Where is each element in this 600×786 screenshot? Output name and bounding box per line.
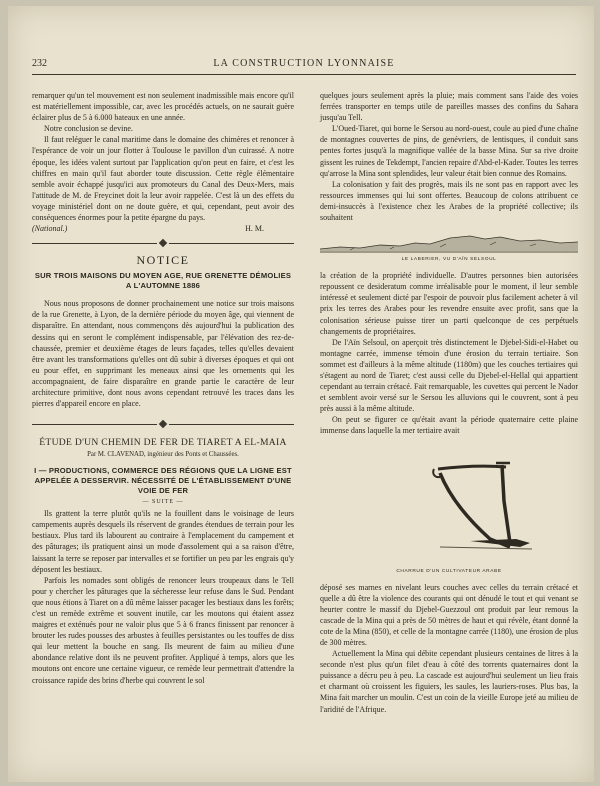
paragraph: Notre conclusion se devine. <box>44 124 133 134</box>
paragraph: Parfois les nomades sont obligés de renoncer leurs troupeaux dans le Tell pour y chercher les pâturages que la sécheresse leur refuse dans le Sud. Pendant que nous étions à Tiaret on a dû même laisser pacager les bestiaux dans les forêts; c'est un remède extrême et souvent inutile, car les moutons qui étaient assez maigres et exténués pour ne valoir plus que 5 à 6 francs finissent par renoncer à brouter les rudes pousses des arbustes à feuilles persistantes ou les touffes de diss qui leur mettent la bouche en sang. Ils meurent de faim au milieu d'une abondance relative dont ils ne peuvent profiter. Appliqué à temps, alors que les moutons ont encore une certaine vigueur, ce remède leur permettrait d'attendre la croissance rapide des brins d'herbe qui couvrent le sol <box>32 575 294 685</box>
notice-subtitle: SUR TROIS MAISONS DU MOYEN AGE, RUE GRENETTE DÉMOLIES A L'AUTOMNE 1886 <box>34 271 292 291</box>
paragraph: Actuellement la Mina qui débite cependant plusieurs centaines de litres à la seconde n'est plus qu'un filet d'eau à côté des torrents quaternaires dont la puissance a décru peu à peu. La cascade est aujourd'hui seulement un lieu frais et charmant où croissent les figuiers, les saules, les lauriers-roses. Plus bas, la Mina fait marcher un moulin. C'est un coin de la vieille Europe jeté au milieu de l'aridité de l'Afrique. <box>320 649 578 714</box>
article-signature <box>32 223 294 234</box>
header-rule <box>32 74 576 75</box>
paragraph: De l'Aïn Selsoul, on aperçoit très distinctement le Djebel-Sidi-el-Habet ou montagne carrée, immense témoin d'une érosion du terrain tertiaire. Son sommet est d'ailleurs à la même altitude (1180m) que les couches tertiaires qui s'étagent au nord de Tiaret; c'est aussi celle du Djebel-el-Hellal qui appartient cependant au terrain crétacé. Fait remarquable, les cuvettes qui percent le Nador et semblent avoir versé sur le Sersou les alluvions qui le couvrent, sont à peu près aussi à la même altitude. <box>320 337 578 414</box>
paragraph: La colonisation y fait des progrès, mais ils ne sont pas en rapport avec les ressources immenses qui lui sont offertes. Beaucoup de colons attribuent ce demi-insuccès à l'existence chez les Arabes de la propriété collective; ils souhaitent <box>320 179 578 223</box>
section-divider <box>32 240 294 246</box>
newspaper-page <box>8 6 594 782</box>
page-header <box>32 58 576 72</box>
page-number: 232 <box>32 58 47 69</box>
figure-caption: CHARRUE D'UN CULTIVATEUR ARABE <box>396 568 502 574</box>
paragraph: la création de la propriété individuelle. D'autres personnes bien autorisées repoussent ce desideratum comme irréalisable pour le moment, il leur semble intéressé et seulement dicté par l'espoir de pouvoir plus facilement acheter à vil prix les terres des Arabes pour les revendre ensuite avec profit, sans que la colonisation sérieuse puisse tirer un parti quelconque de ces perpétuels changements de propriétaires. <box>320 271 578 336</box>
diamond-ornament-icon <box>159 420 167 428</box>
signature-source: (National.) <box>32 224 68 234</box>
paragraph: On peut se figurer ce qu'était avant la période quaternaire cette plaine immense dans laquelle la mer tertiaire avait <box>320 415 578 436</box>
notice-title: NOTICE <box>136 253 190 268</box>
paragraph: Il faut reléguer le canal maritime dans le domaine des chimères et renoncer à l'espérance de voir un jour flotter à Toulouse le pavillon d'un cuirassé. A notre époque, les idées valent surtout par l'application qu'on peut en faire, et c'est les chiffres en main qu'il faut aborder toute discussion. Cette règle élémentaire semble avoir échappé jusqu'ici aux promoteurs du Canal des Deux-Mers, mais l'attitude de M. de Freycinet doit la leur avoir rappelée. C'est là un des effets du voyage ministériel dont on ne doute guère, et qui, cependant, peut avoir des conséquences énormes pour la petite épargne du pays. <box>32 135 294 223</box>
paragraph: quelques jours seulement après la pluie; mais comment sans l'aide des voies ferrées transporter en temps utile de pareilles masses des confins du Sahara jusqu'au Tell. <box>320 91 578 123</box>
plow-illustration <box>320 443 578 569</box>
signature-initials: H. M. <box>245 224 264 234</box>
paragraph: L'Oued-Tiaret, qui borne le Sersou au nord-ouest, coule au pied d'une chaîne de montagnes couvertes de pins, de genévriers, de lentisques, il conduit sans pentes fortes jusqu'à la magnifique vallée de la basse Mina. Sur sa rive droite gissent les ruines de Tekdempt, l'ancien repaire d'Abd-el-Kader. Toutes les terres qu'arrose la Mina sont splendides, leur valeur était bien connue des Romains. <box>320 124 578 178</box>
figure-caption: LE LABERIER, VU D'AÏN SELSOUL <box>401 257 497 263</box>
diamond-ornament-icon <box>159 239 167 247</box>
study-author: Par M. CLAVENAD, ingénieur des Ponts et Chaussées. <box>87 451 239 459</box>
left-column <box>32 90 294 686</box>
running-title: LA CONSTRUCTION LYONNAISE <box>213 58 395 69</box>
arab-plow-icon <box>320 443 578 569</box>
paragraph: Ils grattent la terre plutôt qu'ils ne la fouillent dans le voisinage de leurs campements auprès desquels ils réservent de grandes étendues de terrain pour les bestiaux. Plus tard ils labourent au contraire à l'emplacement du campement et des pâturages; ils pratiquent ainsi un mode d'assolement qui a sa raison d'être, laissant la terre se reposer par intervalles et se fortifier un peu par les engrais qu'y déposent les bestiaux. <box>32 509 294 574</box>
mountain-landscape-icon <box>320 227 578 257</box>
landscape-illustration <box>320 227 578 257</box>
right-column <box>320 90 578 715</box>
paragraph: déposé ses marnes en nivelant leurs couches avec celles du terrain crétacé et quelle a dû être la violence des courants qui ont dénudé le tout et qui venant se heurter contre le massif du Djebel-Guezzoul ont produit par leur remous la cascade de la Mina qui a près de 50 mètres de haut et qui révèle, étant donné la cote de la Mina (850), et celle de la montagne carrée (1180), une érosion de plus de 300 mètres. <box>320 582 578 647</box>
notice-body: Nous nous proposons de donner prochainement une notice sur trois maisons de la rue Grenette, à Lyon, de la dernière période du moyen âge, qui viennent de disparaître. En attendant, nous commençons dès aujourd'hui la publication des dessins qui en seront le complément indispensable, par l'élévation des rez-de-chaussée, premier et deuxième étages de leurs façades, telles qu'elles devaient être avant les transformations qu'elles ont dû subir à diverses époques et qui ont eu pour effet, en supprimant les meneaux ainsi que les ornements qui les accompagnaient, de faire disparaître en grande partie le caractère de leur architecture primitive, dont nous avons cependant retrouvé les traces dans les pierres d'appareil encore en place. <box>32 299 294 409</box>
suite-marker: — SUITE — <box>142 499 184 506</box>
section-divider <box>32 421 294 427</box>
paragraph: remarquer qu'un tel mouvement est non seulement inadmissible mais encore qu'il est matériellement impossible, car, avec les procédés actuels, on ne saurait guère éclairer plus de 5 à 6.000 bateaux en une année. <box>32 91 294 123</box>
study-title: ÉTUDE D'UN CHEMIN DE FER DE TIARET A EL-MAIA <box>39 437 287 449</box>
study-section-heading: I — PRODUCTIONS, COMMERCE DES RÉGIONS QUE LA LIGNE EST APPELÉE A DESSERVIR. NÉCESSITÉ DE L'ÉTABLISSEMENT D'UNE VOIE DE FER <box>34 466 292 496</box>
